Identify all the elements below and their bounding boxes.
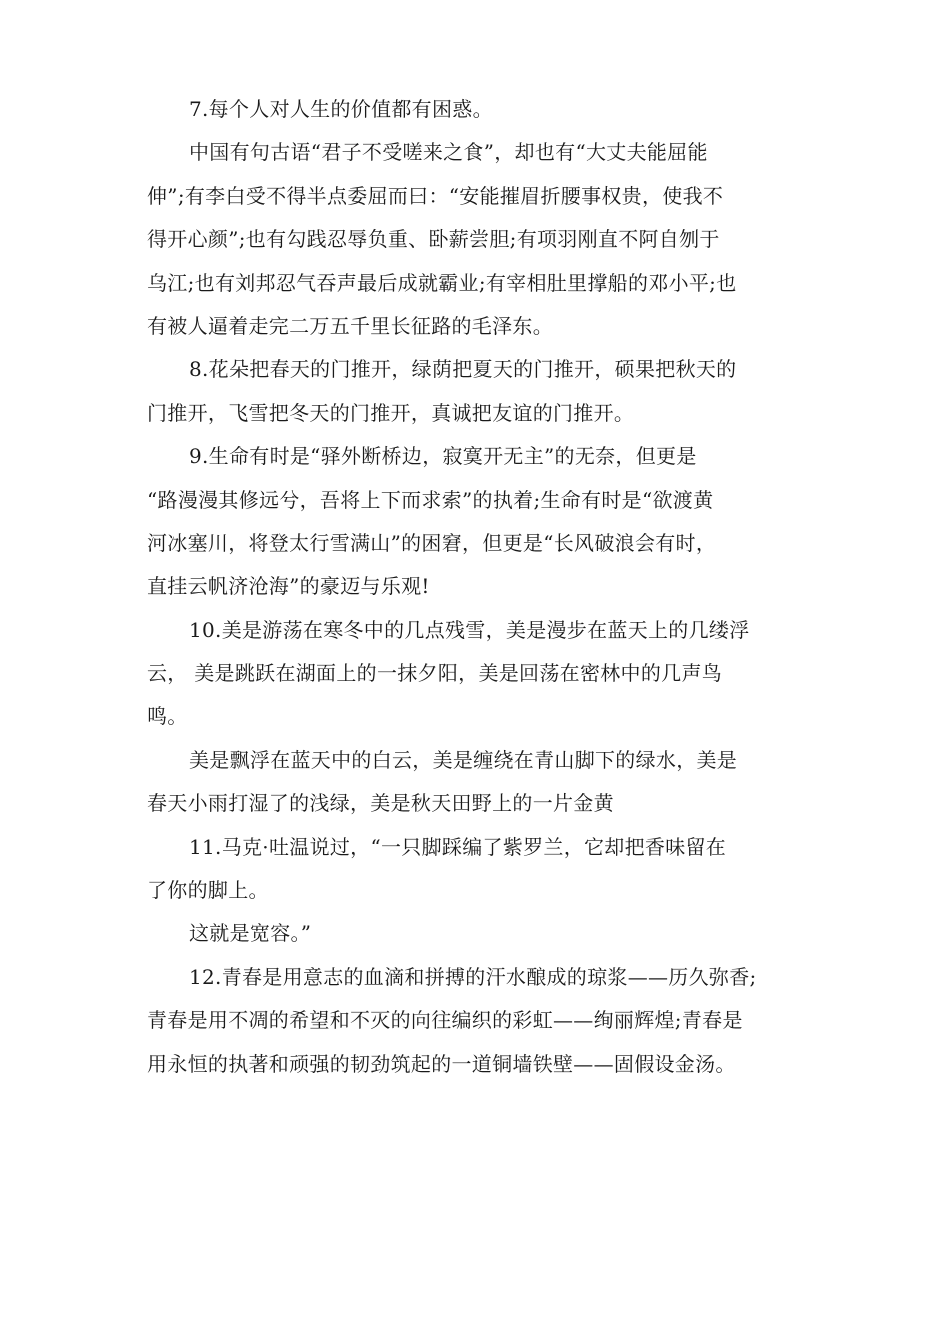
text-line: 10.美是游荡在寒冬中的几点残雪，美是漫步在蓝天上的几缕浮 [189,617,750,642]
text-line: 直挂云帆济沧海”的豪迈与乐观! [147,574,430,599]
text-line: 有被人逼着走完二万五千里长征路的毛泽东。 [147,313,553,338]
text-line: 鸣。 [147,704,188,729]
text-line: 云， 美是跳跃在湖面上的一抹夕阳，美是回荡在密林中的几声鸟 [147,661,723,686]
paragraph-7 [147,88,807,131]
text-line: 河冰塞川，将登太行雪满山”的困窘，但更是“长风破浪会有时， [147,530,717,555]
document-body [147,88,807,1086]
text-line: 用永恒的执著和顽强的韧劲筑起的一道铜墙铁壁——固假设金汤。 [147,1051,736,1076]
text-line: 了你的脚上。 [147,878,269,903]
paragraph-7-body [147,131,807,348]
text-line: 7.每个人对人生的价值都有困惑。 [189,97,493,121]
paragraph-11-body [147,912,807,955]
text-line: 9.生命有时是“驿外断桥边，寂寞开无主”的无奈，但更是 [189,444,697,469]
text-line: 门推开，飞雪把冬天的门推开，真诚把友谊的门推开。 [147,400,635,425]
text-line: 这就是宽容。” [189,921,312,946]
text-line: 美是飘浮在蓝天中的白云，美是缠绕在青山脚下的绿水，美是 [189,747,738,772]
text-line: 春天小雨打湿了的浅绿，美是秋天田野上的一片金黄 [147,791,614,816]
paragraph-10 [147,609,807,739]
text-line: “路漫漫其修远兮，吾将上下而求索”的执着;生命有时是“欲渡黄 [147,487,714,512]
text-line: 伸”;有李白受不得半点委屈而曰：“安能摧眉折腰事权贵，使我不 [147,183,724,208]
paragraph-12 [147,956,807,1086]
text-line: 8.花朵把春天的门推开，绿荫把夏天的门推开，硕果把秋天的 [189,357,737,382]
paragraph-11 [147,826,807,913]
paragraph-10-body [147,739,807,826]
paragraph-9 [147,435,807,609]
text-line: 12.青春是用意志的血滴和拼搏的汗水酿成的琼浆——历久弥香; [189,964,757,989]
text-line: 青春是用不凋的希望和不灭的向往编织的彩虹——绚丽辉煌;青春是 [147,1008,743,1033]
paragraph-8 [147,348,807,435]
text-line: 11.马克·吐温说过，“一只脚踩编了紫罗兰，它却把香味留在 [189,834,727,859]
text-line: 乌江;也有刘邦忍气吞声最后成就霸业;有宰相肚里撑船的邓小平;也 [147,270,737,295]
text-line: 得开心颜”;也有勾践忍辱负重、卧薪尝胆;有项羽刚直不阿自刎于 [147,227,720,252]
text-line: 中国有句古语“君子不受嗟来之食”，却也有“大丈夫能屈能 [189,140,708,165]
